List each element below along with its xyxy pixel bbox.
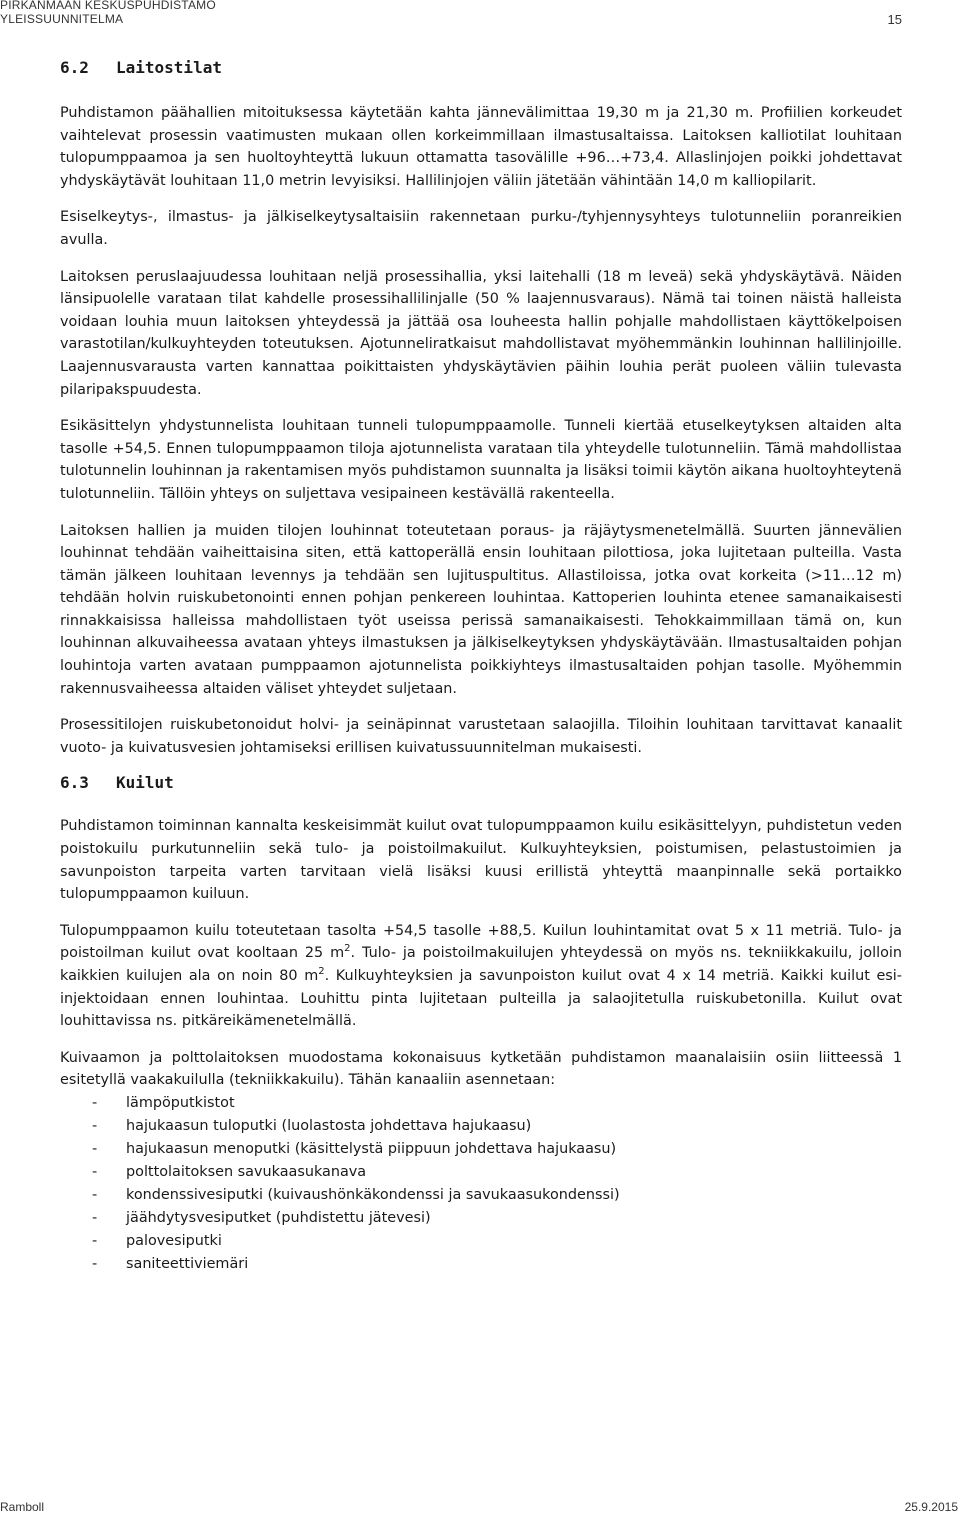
- list-item-text: saniteettiviemäri: [126, 1255, 249, 1272]
- text-segment: Tulopumppaamon kuilu toteutetaan tasolta +54,5 tasolle +88,5. Kuilun louhintamitat ovat 5 x 11 metriä. Tulo- ja poistoilman kuilut ovat kooltaan 25 m: [60, 922, 902, 962]
- superscript: 2: [318, 966, 325, 978]
- list-item: [60, 1138, 902, 1161]
- bullet-marker: -: [92, 1186, 98, 1203]
- page-header: [0, 0, 960, 40]
- list-item: [60, 1092, 902, 1115]
- list-item: [60, 1207, 902, 1230]
- paragraph: Puhdistamon toiminnan kannalta keskeisimmät kuilut ovat tulopumppaamon kuilu esikäsittelyyn, puhdistetun veden poistokuilu purkutunneliin sekä tulo- ja poistoilmakuilut. Kulkuyhteyksien, poistumisen, pelastustoimien ja savunpoiston tarpeita varten tarvitaan vielä lisäksi kuusi erillistä yhteyttä maanpinnalle sekä portaikko tulopumppaamon kuiluun.: [60, 818, 902, 903]
- paragraph: Laitoksen peruslaajuudessa louhitaan neljä prosessihallia, yksi laitehalli (18 m leveä) sekä yhdyskäytävä. Näiden länsipuolelle varataan tilat kahdelle prosessihallilinjalle (50 % laajennusvaraus). Nämä tai toinen näistä halleista voidaan louhia muun laitoksen yhteydessä ja jättää osa louheesta hallin pohjalle mahdollistaen käyttökelpoisen varastotilan/kulkuyhteyden toteutuksen. Ajotunneliratkaisut mahdollistavat myöhemmänkin louhinnan hallilinjoille. Laajennusvarausta varten kannattaa poikittaisten yhdyskäytävien päihin louhia perät puoleen väliin tulevasta pilaripakspuudesta.: [60, 268, 902, 398]
- section-heading-6-3: [60, 773, 902, 803]
- paragraph: Puhdistamon päähallien mitoituksessa käytetään kahta jännevälimittaa 19,30 m ja 21,30 m. Profiilien korkeudet vaihtelevat prosessin vaatimusten mukaan ollen korkeimmillaan ilmastusaltaissa. Laitoksen kalliotilat louhitaan tulopumppaamoa ja sen huoltoyhteyttä lukuun ottamatta tasovälille +96…+73,4. Allaslinjojen poikki johdettavat yhdyskäytävät louhitaan 11,0 metrin levyisiksi. Hallilinjojen väliin jätetään vähintään 14,0 m kalliopilarit.: [60, 105, 902, 189]
- list-item-text: hajukaasun tuloputki (luolastosta johdettava hajukaasu): [126, 1117, 532, 1134]
- section-number: 6.3: [60, 773, 89, 793]
- bullet-marker: -: [92, 1094, 98, 1111]
- footer-company: Ramboll: [0, 1500, 45, 1514]
- section-title: Laitostilat: [116, 58, 222, 77]
- section-heading-6-2: [60, 58, 902, 88]
- pipe-list: [60, 1092, 902, 1276]
- document-body: [60, 58, 902, 1276]
- paragraph: Prosessitilojen ruiskubetonoidut holvi- ja seinäpinnat varustetaan salaojilla. Tiloihin louhitaan tarvittavat kanaalit vuoto- ja kuivatusvesien johtamiseksi erillisen kuivatussuunnitelman mukaisesti.: [60, 717, 902, 756]
- list-item-text: polttolaitoksen savukaasukanava: [126, 1163, 367, 1180]
- list-item-text: hajukaasun menoputki (käsittelystä piippuun johdettava hajukaasu): [126, 1140, 617, 1157]
- footer-date: 25.9.2015: [904, 1500, 958, 1514]
- text-segment: . Kulkuyhteyksien ja savunpoiston kuilut ovat 4 x 14 metriä. Kaikki kuilut esi-injektoidaan ennen louhintaa. Louhittu pinta lujitetaan pulteilla ja salaojitetulla ruiskubetonilla. Kuilut ovat louhittavissa ns. pitkäreikämenetelmällä.: [60, 968, 902, 1030]
- bullet-marker: -: [92, 1209, 98, 1226]
- paragraph: Esikäsittelyn yhdystunnelista louhitaan tunneli tulopumppaamolle. Tunneli kiertää etuselkeytyksen altaiden alta tasolle +54,5. Ennen tulopumppaamon tiloja ajotunnelista varataan tila yhteydelle tulotunneliin. Tämä mahdollistaa tulotunnelin louhinnan ja rakentamisen myös puhdistamon suunnalta ja lisäksi toimii käytön aikana huoltoyhteytenä tulotunneliin. Tällöin yhteys on suljettava vesipaineen kestävällä rakenteella.: [60, 418, 902, 502]
- bullet-marker: -: [92, 1117, 98, 1134]
- paragraph-shaft-dimensions: [60, 920, 902, 1033]
- bullet-marker: -: [92, 1255, 98, 1272]
- bullet-marker: -: [92, 1163, 98, 1180]
- paragraph: Esiselkeytys-, ilmastus- ja jälkiselkeytysaltaisiin rakennetaan purku-/tyhjennysyhteys tulotunneliin poranreikien avulla.: [60, 209, 902, 248]
- section-title: Kuilut: [116, 773, 174, 793]
- section-number: 6.2: [60, 58, 89, 77]
- header-document-title: YLEISSUUNNITELMA: [0, 12, 124, 26]
- list-item: [60, 1253, 902, 1276]
- bullet-marker: -: [92, 1140, 98, 1157]
- list-item-text: lämpöputkistot: [126, 1094, 235, 1111]
- list-item: [60, 1161, 902, 1184]
- text-segment: . Tulo- ja poistoilmakuilujen yhteydessä on myös ns. tekniikkakuilu, jolloin kaikkien kuilujen ala on noin 80 m: [60, 945, 903, 984]
- paragraph: Kuivaamon ja polttolaitoksen muodostama kokonaisuus kytketään puhdistamon maanalaisiin osiin liitteessä 1 esitetyllä vaakakuilulla (tekniikkakuilu). Tähän kanaaliin asennetaan:: [60, 1049, 902, 1089]
- superscript: 2: [344, 943, 351, 955]
- list-item: [60, 1115, 902, 1138]
- list-item-text: jäähdytysvesiputket (puhdistettu jätevesi): [126, 1209, 431, 1226]
- page-number: 15: [887, 12, 902, 27]
- list-item: [60, 1230, 902, 1253]
- list-item-text: kondenssivesiputki (kuivaushönkäkondenssi ja savukaasukondenssi): [126, 1186, 620, 1203]
- header-organization: PIRKANMAAN KESKUSPUHDISTAMO: [0, 0, 216, 12]
- list-item-text: palovesiputki: [126, 1232, 222, 1249]
- bullet-marker: -: [92, 1232, 98, 1249]
- page-footer: [0, 1500, 960, 1516]
- list-item: [60, 1184, 902, 1207]
- paragraph: Laitoksen hallien ja muiden tilojen louhinnat toteutetaan poraus- ja räjäytysmenetelmällä. Suurten jännevälien louhinnat tehdään vaiheittaisina siten, että kattoperällä ensin louhitaan pilottiosa, joka lujitetaan pulteilla. Vasta tämän jälkeen louhitaan levennys ja tehdään sen lujituspultitus. Allastiloissa, jotka ovat korkeita (>11…12 m) tehdään holvin ruiskubetonointi ennen pohjan penkereen louhintaa. Kattoperien louhinta etenee samanaikaisesti rinnakkaisissa halleissa mahdollistaen työt useissa perissä samanaikaisesti. Tehokkaimmillaan tämä on, kun louhinnan alkuvaiheessa avataan yhteys ilmastuksen ja jälkiselkeytyksen yhdyskäytävään. Ilmastusaltaiden pohjan louhintoja varten avataan pumppaamon ajotunnelista poikkiyhteys ilmastusaltaiden pohjan tasolle. Myöhemmin rakennusvaiheessa altaiden väliset yhteydet suljetaan.: [60, 522, 902, 697]
